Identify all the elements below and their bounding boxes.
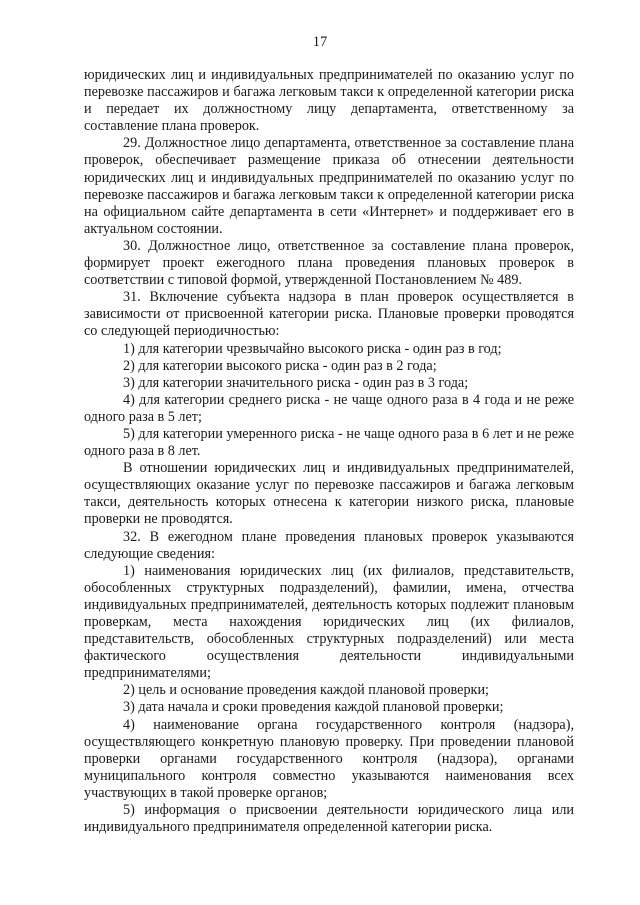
list-item-32-2: 2) цель и основание проведения каждой плановой проверки; (123, 682, 489, 699)
paragraph-31: 31. Включение субъекта надзора в план проверок осуществляется в зависимости от присвоенной категории риска. Плановые проверки проводятся со следующей периодичностью: (84, 289, 574, 340)
list-item-32-3: 3) дата начала и сроки проведения каждой плановой проверки; (123, 699, 504, 716)
paragraph-29: 29. Должностное лицо департамента, ответственное за составление плана проверок, обеспечивает размещение приказа об отнесении деятельности юридических лиц и индивидуальных предпринимателей по оказанию услуг по перевозке пассажиров и багажа легковым такси к определенной категории риска на официальном сайте департамента в сети «Интернет» и поддерживает его в актуальном состоянии. (84, 135, 574, 237)
list-item-32-4: 4) наименование органа государственного контроля (надзора), осуществляющего конкретную плановую проверку. При проведении плановой проверки органами государственного контроля (надзора), органами муниципального контроля совместно указываются наименования всех участвующих в такой проверке органов; (84, 716, 574, 801)
paragraph-low-risk: В отношении юридических лиц и индивидуальных предпринимателей, осуществляющих оказание услуг по перевозке пассажиров и багажа легковым такси, деятельность которых отнесена к категории низкого риска, плановые проверки не проводятся. (84, 460, 574, 528)
paragraph-32: 32. В ежегодном плане проведения плановых проверок указываются следующие сведения: (84, 528, 574, 562)
list-item-32-1: 1) наименования юридических лиц (их филиалов, представительств, обособленных структурных подразделений), фамилии, имена, отчества индивидуальных предпринимателей, деятельность которых подлежит плановым проверкам, места нахождения юридических лиц (их филиалов, представительств, обособленных структурных подразделений) или места фактического осуществления деятельности индивидуальными предпринимателями; (84, 562, 574, 682)
document-body (84, 67, 574, 836)
list-item-31-3: 3) для категории значительного риска - один раз в 3 года; (123, 374, 469, 391)
list-item-32-5: 5) информация о присвоении деятельности юридического лица или индивидуального предпринимателя определенной категории риска. (84, 802, 574, 836)
list-item-31-4: 4) для категории среднего риска - не чаще одного раза в 4 года и не реже одного раза в 5 лет; (84, 391, 574, 425)
list-item-31-1: 1) для категории чрезвычайно высокого риска - один раз в год; (123, 340, 502, 357)
page-number: 17 (312, 34, 328, 50)
paragraph-continuation: юридических лиц и индивидуальных предпринимателей по оказанию услуг по перевозке пассажиров и багажа легковым такси к определенной категории риска и передает их должностному лицу департамента, ответственному за составление плана проверок. (84, 67, 574, 135)
paragraph-30: 30. Должностное лицо, ответственное за составление плана проверок, формирует проект ежегодного плана проведения плановых проверок в соответствии с типовой формой, утвержденной Постановлением № 489. (84, 237, 574, 289)
list-item-31-5: 5) для категории умеренного риска - не чаще одного раза в 6 лет и не реже одного раза в 8 лет. (84, 425, 574, 460)
list-item-31-2: 2) для категории высокого риска - один раз в 2 года; (123, 357, 437, 374)
